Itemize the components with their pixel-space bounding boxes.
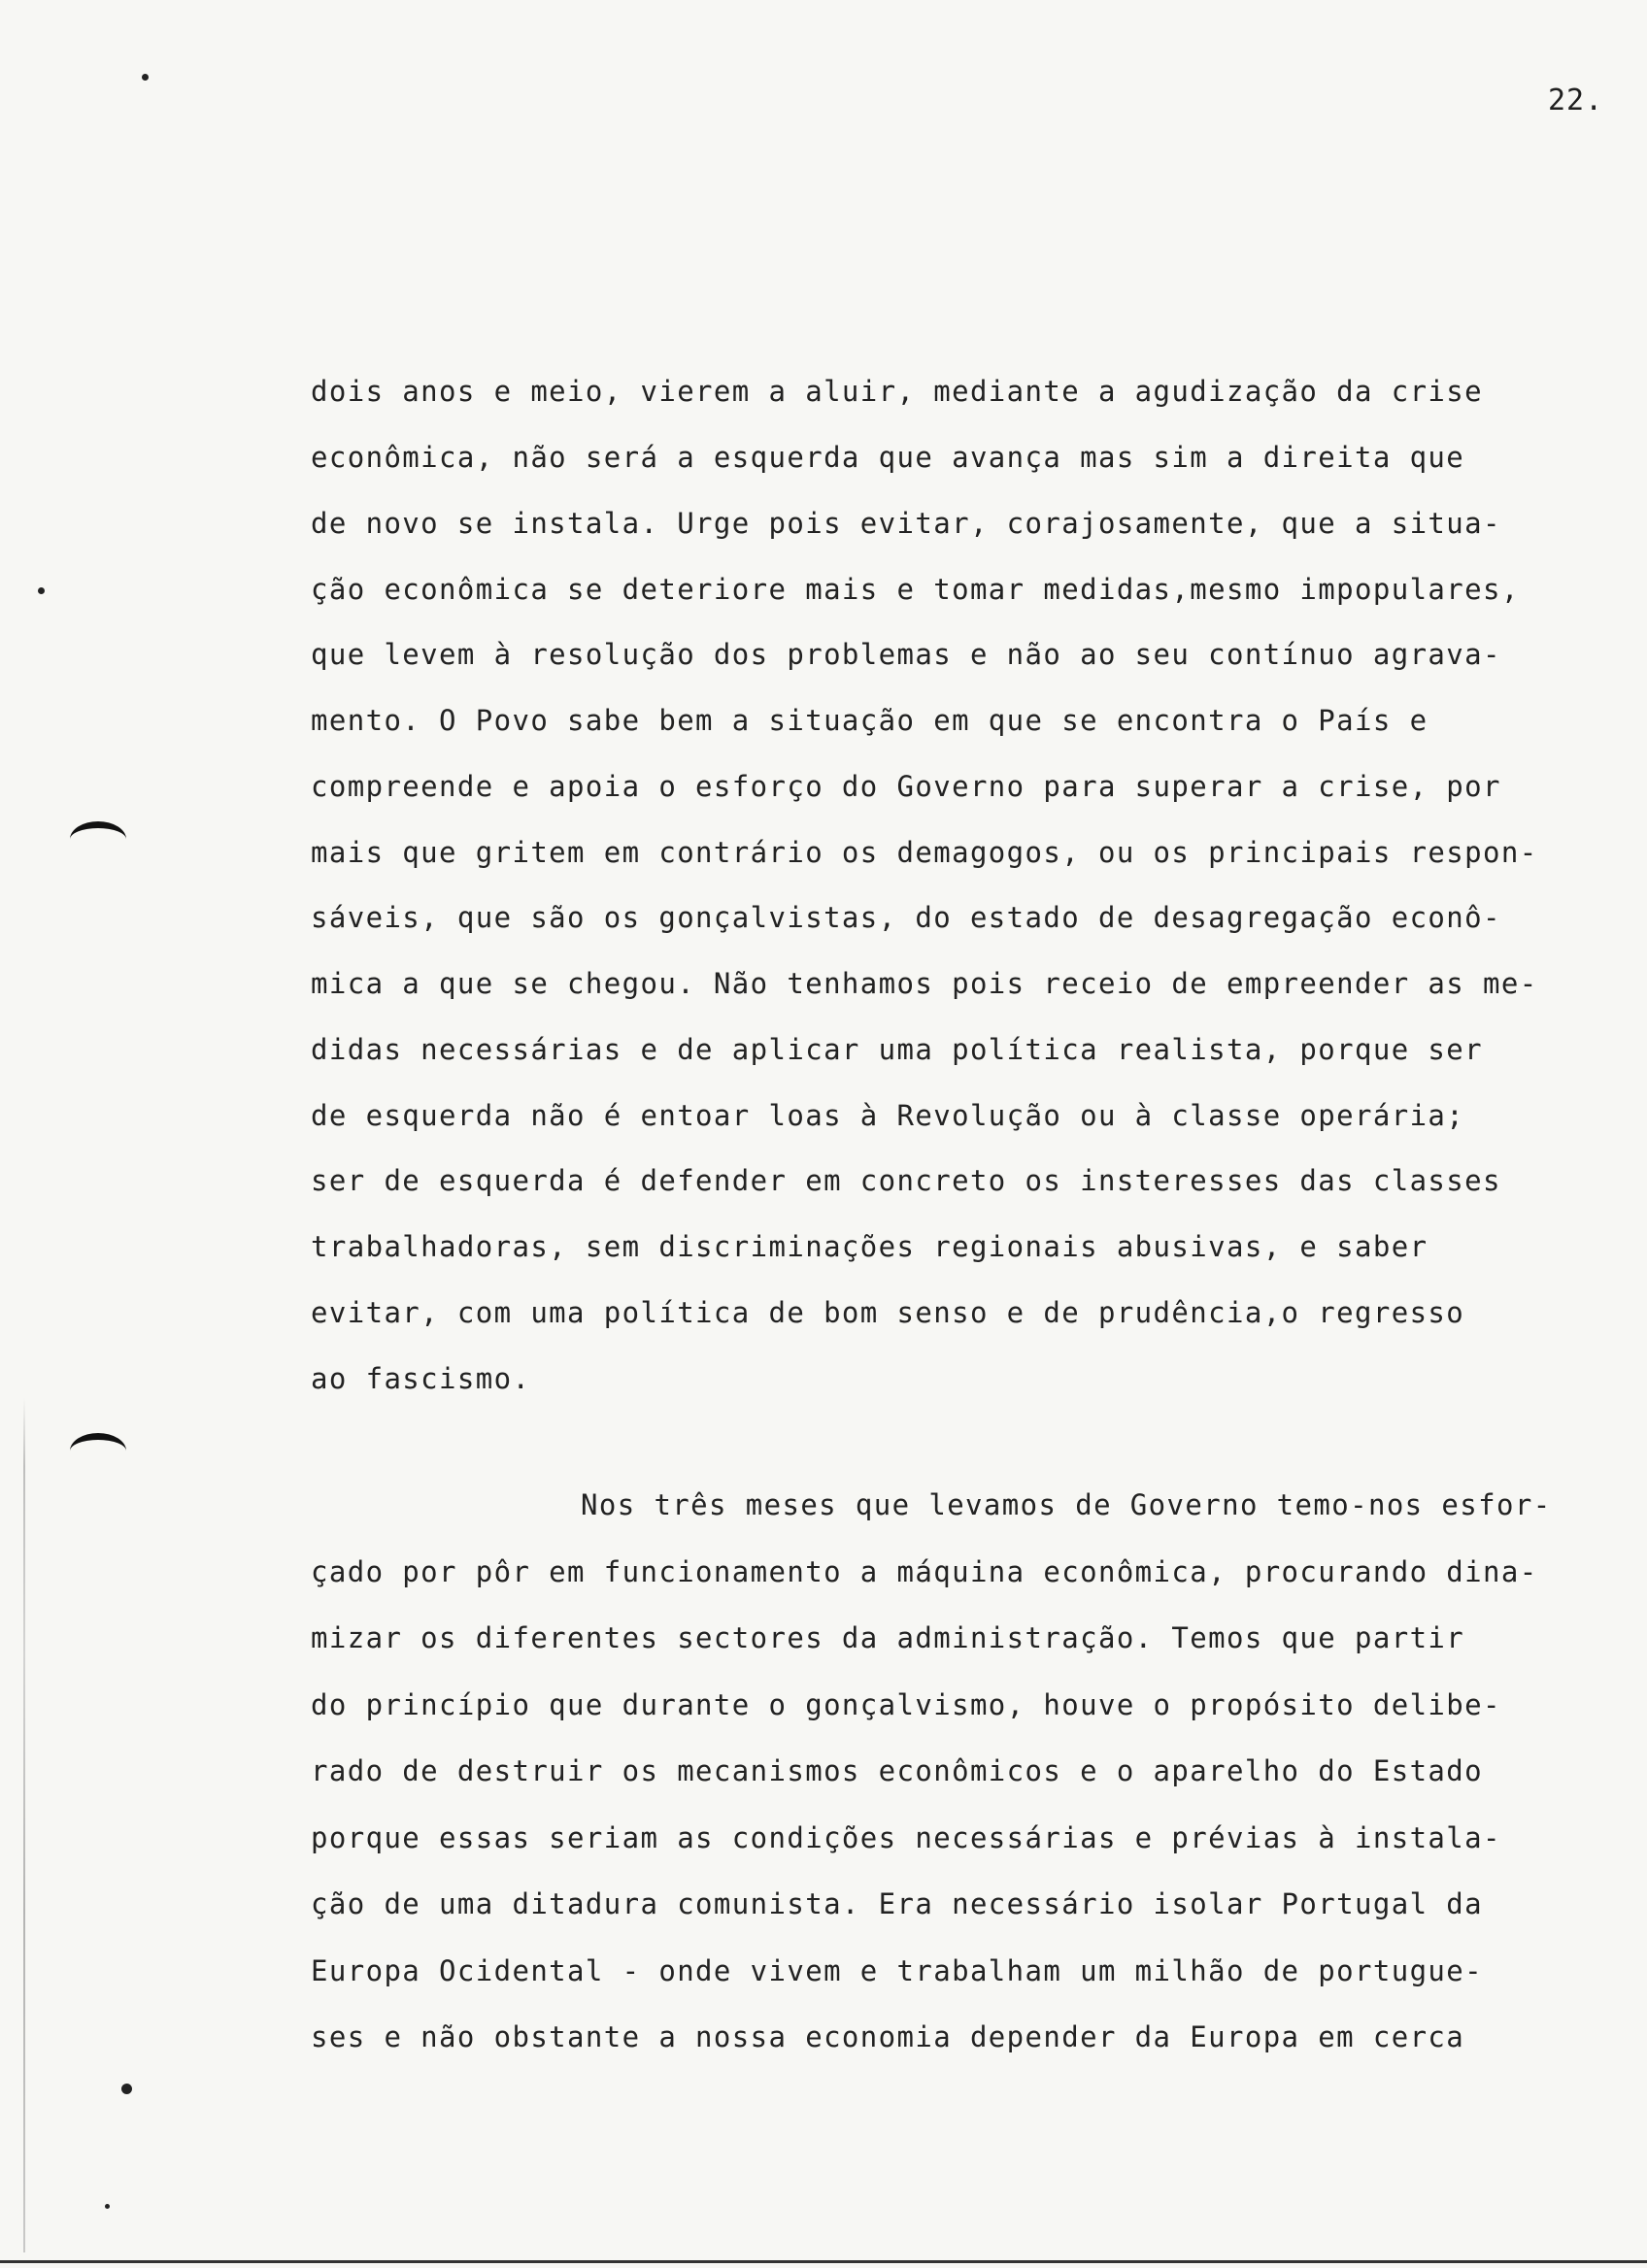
text-line: de novo se instala. Urge pois evitar, corajosamente, que a situa- (311, 507, 1501, 540)
text-line: didas necessárias e de aplicar uma política realista, porque ser (311, 1033, 1484, 1066)
text-line: mica a que se chegou. Não tenhamos pois receio de empreender as me- (311, 967, 1538, 1000)
text-line: dois anos e meio, vierem a aluir, mediante a agudização da crise (311, 375, 1484, 408)
text-line: mizar os diferentes sectores da administração. Temos que partir (311, 1621, 1465, 1654)
page-number: 22. (1548, 83, 1604, 117)
scan-speck (121, 2084, 132, 2094)
text-line: rado de destruir os mecanismos econômicos e o aparelho do Estado (311, 1754, 1484, 1787)
text-line: mais que gritem em contrário os demagogos, ou os principais respon- (311, 836, 1538, 869)
text-line: ção de uma ditadura comunista. Era necessário isolar Portugal da (311, 1887, 1484, 1920)
text-line: Europa Ocidental - onde vivem e trabalham um milhão de portugue- (311, 1954, 1484, 1987)
text-line: porque essas seriam as condições necessárias e prévias à instala- (311, 1821, 1501, 1854)
page-bottom-edge (0, 2260, 1647, 2263)
text-line: que levem à resolução dos problemas e não ao seu contínuo agrava- (311, 638, 1501, 671)
text-line: sáveis, que são os gonçalvistas, do estado de desagregação econô- (311, 901, 1501, 934)
text-line: ser de esquerda é defender em concreto os insteresses das classes (311, 1164, 1501, 1197)
text-line: evitar, com uma política de bom senso e de prudência,o regresso (311, 1296, 1465, 1329)
text-line: mento. O Povo sabe bem a situação em que se encontra o País e (311, 704, 1429, 737)
punch-hole-mark (70, 821, 126, 857)
text-line: ses e não obstante a nossa economia depender da Europa em cerca (311, 2020, 1465, 2053)
text-line: econômica, não será a esquerda que avança mas sim a direita que (311, 441, 1465, 474)
scan-speck (105, 2204, 110, 2209)
text-line: do princípio que durante o gonçalvismo, houve o propósito delibe- (311, 1688, 1501, 1721)
scan-edge (23, 1398, 25, 2252)
text-line: trabalhadoras, sem discriminações regionais abusivas, e saber (311, 1230, 1429, 1263)
scan-speck (142, 74, 149, 81)
punch-hole-mark (70, 1433, 126, 1469)
text-line: çado por pôr em funcionamento a máquina econômica, procurando dina- (311, 1555, 1538, 1588)
text-line: Nos três meses que levamos de Governo temo-nos esfor- (581, 1488, 1552, 1521)
text-line: compreende e apoia o esforço do Governo para superar a crise, por (311, 770, 1501, 803)
scan-speck (38, 587, 45, 594)
text-line: de esquerda não é entoar loas à Revolução ou à classe operária; (311, 1099, 1465, 1132)
text-line: ção econômica se deteriore mais e tomar medidas,mesmo impopulares, (311, 573, 1520, 606)
text-line: ao fascismo. (311, 1362, 531, 1395)
